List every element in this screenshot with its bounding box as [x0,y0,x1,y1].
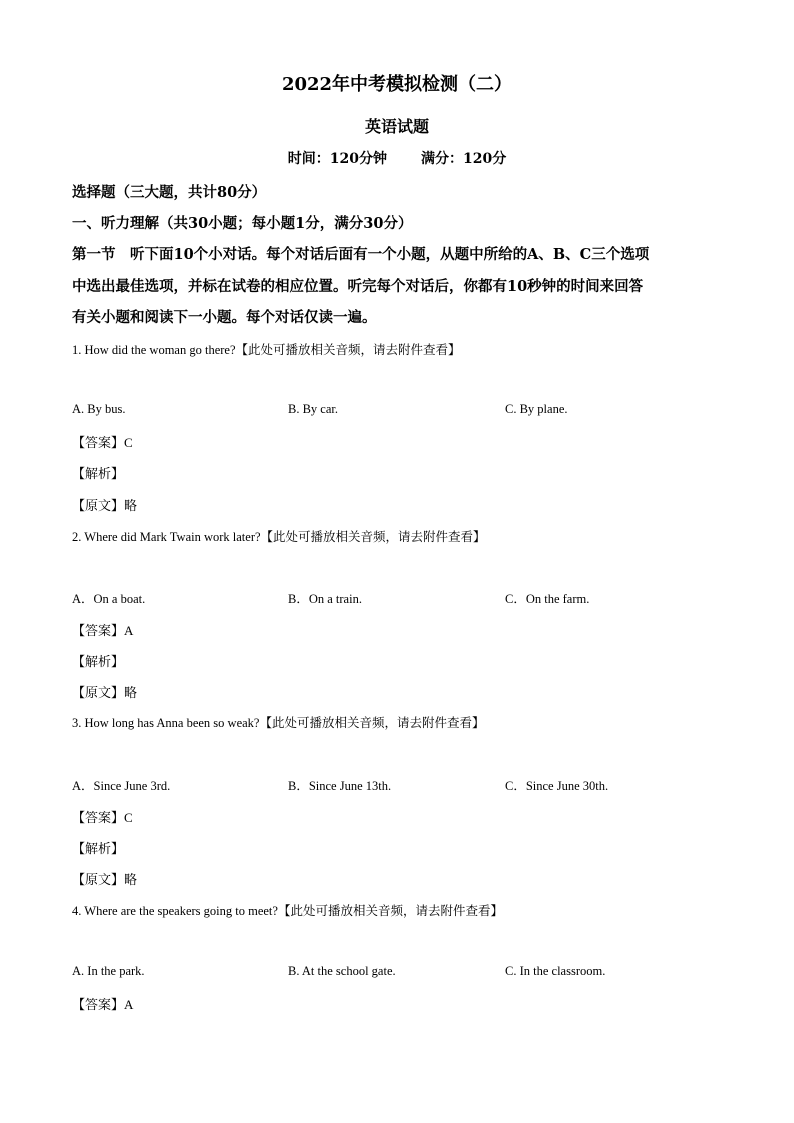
original-label: 【原文】 [72,499,125,514]
audio-note[interactable]: 【此处可播放相关音频，请去附件查看】 [260,529,486,544]
question-stem [72,527,486,545]
analysis-line: 【解析】 [72,842,125,857]
analysis-line: 【解析】 [72,467,125,482]
answer-value: A [124,623,134,638]
question-stem [72,713,484,731]
answer-label: 【答案】 [72,624,125,639]
audio-note[interactable]: 【此处可播放相关音频，请去附件查看】 [259,715,485,730]
part-heading: 选择题（三大题，共计80分） [72,184,267,201]
option-b: B．Since June 13th. [288,779,392,793]
answer-line [72,432,133,451]
option-a: A. By bus. [72,402,126,416]
original-label: 【原文】 [72,873,125,888]
option-b: B．On a train. [288,592,362,606]
answer-line [72,994,133,1013]
option-c: C. By plane. [505,402,568,416]
instruction-line: 中选出最佳选项，并标在试卷的相应位置。听完每个对话后，你都有10秒钟的时间来回答 [72,278,644,295]
original-value: 略 [124,873,138,888]
exam-subtitle: 英语试题 [364,117,429,136]
audio-note[interactable]: 【此处可播放相关音频，请去附件查看】 [277,903,503,918]
answer-label: 【答案】 [72,811,125,826]
answer-value: C [124,810,133,825]
question-stem [72,340,461,358]
option-a: A. In the park. [72,964,145,978]
section-heading: 一、听力理解（共30小题；每小题1分，满分30分） [72,215,413,232]
exam-score: 满分：120分 [421,151,507,167]
option-c: C．Since June 30th. [505,779,609,793]
answer-value: C [124,435,133,450]
exam-title: 2022年中考模拟检测（二） [281,74,513,95]
original-value: 略 [124,686,138,701]
original-line [72,869,137,888]
instruction-line: 有关小题和阅读下一小题。每个对话仅读一遍。 [72,309,377,326]
option-a: A．On a boat. [72,592,146,606]
option-b: B. At the school gate. [288,964,396,978]
original-label: 【原文】 [72,686,125,701]
answer-value: A [124,997,134,1012]
original-line [72,495,137,514]
question-text: 2. Where did Mark Twain work later? [72,530,261,544]
option-a: A．Since June 3rd. [72,779,171,793]
question-text: 3. How long has Anna been so weak? [72,716,260,730]
option-c: C. In the classroom. [505,964,606,978]
original-line [72,682,137,701]
option-c: C．On the farm. [505,592,590,606]
answer-label: 【答案】 [72,436,125,451]
analysis-line: 【解析】 [72,655,125,670]
answer-label: 【答案】 [72,998,125,1013]
option-b: B. By car. [288,402,338,416]
instruction-line: 第一节 听下面10个小对话。每个对话后面有一个小题，从题中所给的A、B、C三个选项 [72,246,650,263]
question-stem [72,901,503,919]
exam-meta [0,148,794,168]
exam-time: 时间：120分钟 [287,151,387,167]
answer-line [72,620,133,639]
audio-note[interactable]: 【此处可播放相关音频，请去附件查看】 [235,342,461,357]
original-value: 略 [124,499,138,514]
question-text: 4. Where are the speakers going to meet? [72,904,278,918]
question-text: 1. How did the woman go there? [72,343,236,357]
answer-line [72,807,133,826]
